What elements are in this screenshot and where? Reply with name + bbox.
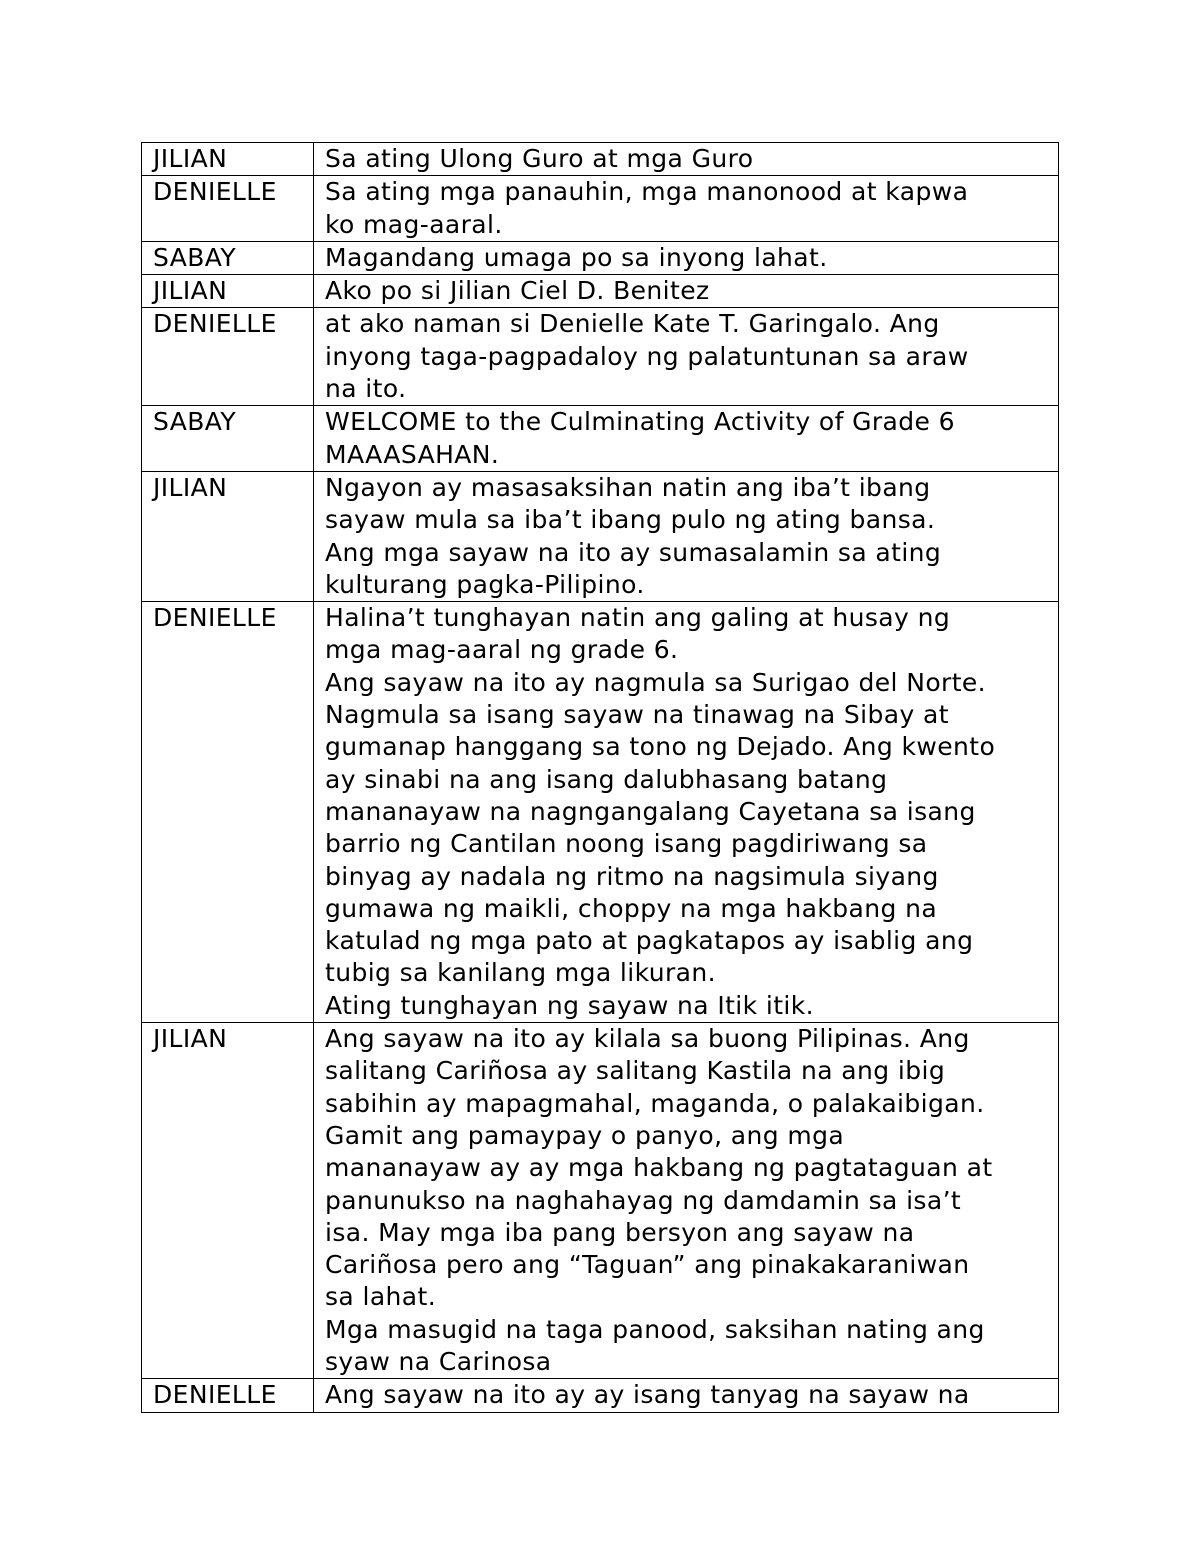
dialogue-line: ay sinabi na ang isang dalubhasang batang <box>325 764 888 794</box>
script-row <box>142 176 1059 242</box>
dialogue-line: WELCOME to the Culminating Activity of Grade 6 <box>325 407 955 437</box>
dialogue-line: Ang sayaw na ito ay nagmula sa Surigao del Norte. <box>325 667 987 697</box>
script-row <box>142 275 1059 308</box>
speaker-cell: SABAY <box>142 241 314 274</box>
dialogue-cell <box>314 308 1059 406</box>
script-row <box>142 1023 1059 1379</box>
dialogue-line: Magandang umaga po sa inyong lahat. <box>325 242 828 272</box>
dialogue-line: isa. May mga iba pang bersyon ang sayaw na <box>325 1217 915 1247</box>
speaker-cell: DENIELLE <box>142 176 314 242</box>
script-row <box>142 143 1059 176</box>
dialogue-line: syaw na Carinosa <box>325 1346 552 1376</box>
script-row <box>142 602 1059 1023</box>
dialogue-line: Ako po si Jilian Ciel D. Benitez <box>325 276 710 306</box>
dialogue-line: MAAASAHAN. <box>325 439 500 469</box>
dialogue-line: Sa ating Ulong Guro at mga Guro <box>325 144 754 173</box>
speaker-cell: JILIAN <box>142 143 314 176</box>
dialogue-cell <box>314 143 1059 176</box>
dialogue-cell <box>314 471 1059 601</box>
dialogue-line: Mga masugid na taga panood, saksihan nating ang <box>325 1314 985 1344</box>
dialogue-line: sayaw mula sa iba’t ibang pulo ng ating bansa. <box>325 505 936 535</box>
script-row <box>142 406 1059 472</box>
speaker-cell: JILIAN <box>142 471 314 601</box>
script-row <box>142 471 1059 601</box>
dialogue-line: gumawa ng maikli, choppy na mga hakbang na <box>325 893 938 923</box>
dialogue-cell <box>314 1379 1059 1412</box>
dialogue-cell <box>314 241 1059 274</box>
dialogue-line: Cariñosa pero ang “Taguan” ang pinakakaraniwan <box>325 1250 970 1280</box>
speaker-cell: SABAY <box>142 406 314 472</box>
dialogue-line: Ang mga sayaw na ito ay sumasalamin sa ating <box>325 537 942 567</box>
dialogue-line: gumanap hanggang sa tono ng Dejado. Ang kwento <box>325 732 996 762</box>
speaker-cell: JILIAN <box>142 1023 314 1379</box>
dialogue-line: barrio ng Cantilan noong isang pagdiriwang sa <box>325 829 928 859</box>
dialogue-line: na ito. <box>325 374 407 404</box>
dialogue-line: kulturang pagka-Pilipino. <box>325 569 645 599</box>
script-row <box>142 308 1059 406</box>
dialogue-line: sabihin ay mapagmahal, maganda, o palakaibigan. <box>325 1088 985 1118</box>
dialogue-line: salitang Cariñosa ay salitang Kastila na ang ibig <box>325 1056 946 1086</box>
dialogue-line: Halina’t tunghayan natin ang galing at husay ng <box>325 603 951 633</box>
dialogue-line: panunukso na naghahayag ng damdamin sa isa’t <box>325 1185 962 1215</box>
dialogue-cell <box>314 406 1059 472</box>
dialogue-line: katulad ng mga pato at pagkatapos ay isablig ang <box>325 926 974 956</box>
dialogue-line: Ang sayaw na ito ay ay isang tanyag na sayaw na <box>325 1380 970 1410</box>
speaker-cell: DENIELLE <box>142 1379 314 1412</box>
dialogue-line: Nagmula sa isang sayaw na tinawag na Sibay at <box>325 700 949 730</box>
dialogue-line: inyong taga-pagpadaloy ng palatuntunan sa araw <box>325 341 969 371</box>
script-row <box>142 241 1059 274</box>
dialogue-cell <box>314 1023 1059 1379</box>
dialogue-line: Ating tunghayan ng sayaw na Itik itik. <box>325 990 814 1020</box>
speaker-cell: JILIAN <box>142 275 314 308</box>
dialogue-line: binyag ay nadala ng ritmo na nagsimula siyang <box>325 861 939 891</box>
program-script-body <box>142 143 1059 1413</box>
dialogue-line: mananayaw na nagngangalang Cayetana sa isang <box>325 796 976 826</box>
speaker-cell: DENIELLE <box>142 308 314 406</box>
dialogue-line: Gamit ang pamaypay o panyo, ang mga <box>325 1120 845 1150</box>
script-row <box>142 1379 1059 1412</box>
dialogue-line: at ako naman si Denielle Kate T. Garingalo. Ang <box>325 309 940 339</box>
speaker-cell: DENIELLE <box>142 602 314 1023</box>
dialogue-line: Ang sayaw na ito ay kilala sa buong Pilipinas. Ang <box>325 1024 970 1054</box>
dialogue-line: tubig sa kanilang mga likuran. <box>325 958 716 988</box>
dialogue-cell <box>314 275 1059 308</box>
dialogue-cell <box>314 602 1059 1023</box>
dialogue-line: ko mag-aaral. <box>325 209 503 239</box>
dialogue-line: Sa ating mga panauhin, mga manonood at kapwa <box>325 177 969 207</box>
program-script-table <box>141 142 1059 1413</box>
dialogue-cell <box>314 176 1059 242</box>
dialogue-line: Ngayon ay masasaksihan natin ang iba’t ibang <box>325 472 931 502</box>
dialogue-line: mga mag-aaral ng grade 6. <box>325 635 679 665</box>
dialogue-line: mananayaw ay ay mga hakbang ng pagtataguan at <box>325 1153 993 1183</box>
dialogue-line: sa lahat. <box>325 1282 437 1312</box>
